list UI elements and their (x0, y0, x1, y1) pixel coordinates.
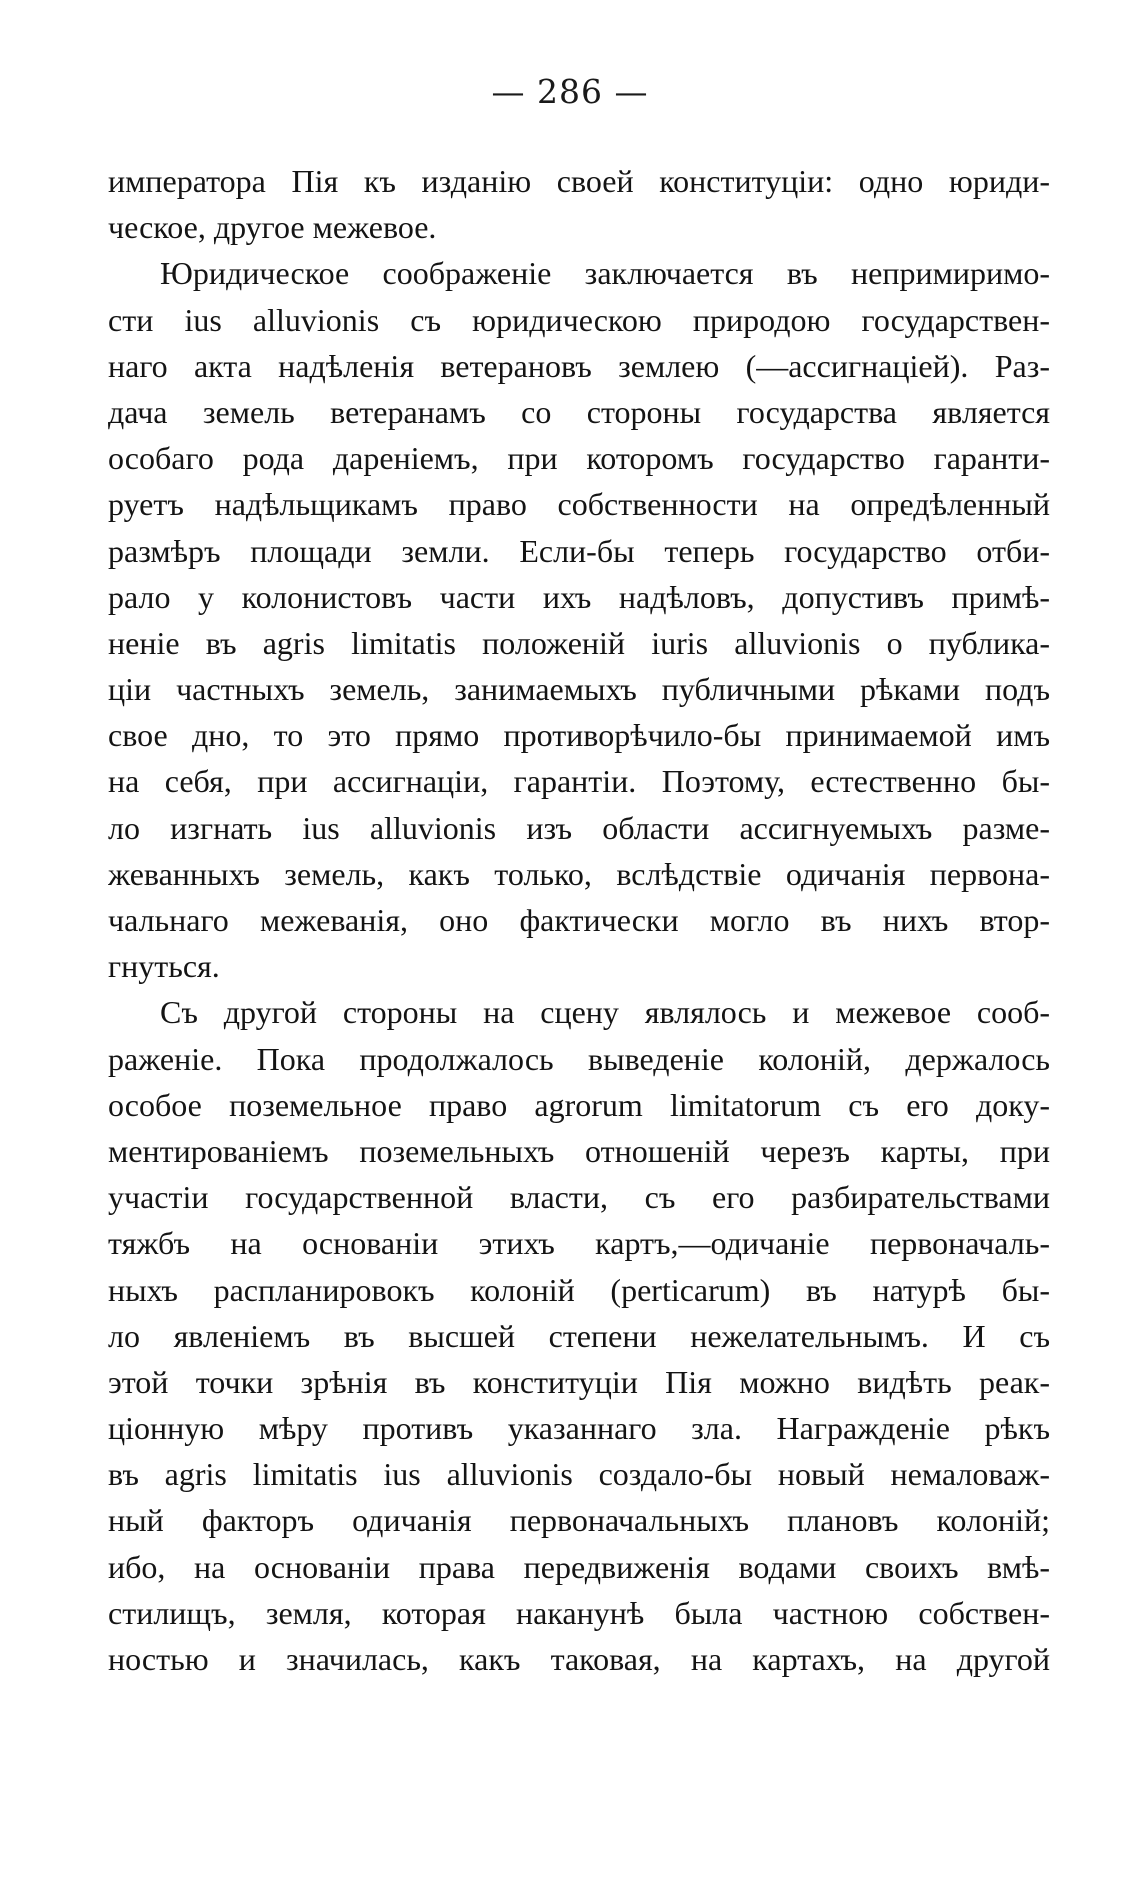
text-line: ментированіемъ поземельныхъ отношеній черезъ карты, при (108, 1132, 1050, 1169)
text-line: свое дно, то это прямо противорѣчило-бы принимаемой имъ (108, 717, 1050, 754)
text-line: тяжбъ на основаніи этихъ картъ,—одичаніе первоначаль- (108, 1225, 1050, 1262)
text-line: ибо, на основаніи права передвиженія водами своихъ вмѣ- (108, 1548, 1050, 1585)
text-line: этой точки зрѣнія въ конституціи Пія можно видѣть реак- (108, 1363, 1050, 1400)
text-line: ло изгнать ius alluvionis изъ области ассигнуемыхъ разме- (108, 809, 1050, 846)
text-line: ло явленіемъ въ высшей степени нежелательнымъ. И съ (108, 1317, 1050, 1354)
text-line: неніе въ agris limitatis положеній iuris alluvionis о публика- (108, 624, 1050, 661)
text-line: на себя, при ассигнаціи, гарантіи. Поэтому, естественно бы- (108, 763, 1050, 800)
text-line: жеванныхъ земель, какъ только, вслѣдствіе одичанія первона- (108, 855, 1050, 892)
text-line: дача земель ветеранамъ со стороны государства является (108, 393, 1050, 430)
text-line: сти ius alluvionis съ юридическою природою государствен- (108, 301, 1050, 338)
text-line: ческое, другое межевое. (108, 209, 437, 246)
text-line: ный факторъ одичанія первоначальныхъ плановъ колоній; (108, 1502, 1050, 1539)
text-line: Юридическое соображеніе заключается въ непримиримо- (160, 255, 1050, 292)
text-line: наго акта надѣленія ветерановъ землею (—ассигнаціей). Раз- (108, 347, 1050, 384)
text-line: особое поземельное право agrorum limitatorum съ его доку- (108, 1086, 1050, 1123)
text-line: ціонную мѣру противъ указаннаго зла. Награжденіе рѣкъ (108, 1410, 1050, 1447)
text-line: раженіе. Пока продолжалось выведеніе колоній, держалось (108, 1040, 1050, 1077)
text-line: императора Пія къ изданію своей конституціи: одно юриди- (108, 163, 1050, 199)
text-line: ностью и значилась, какъ таковая, на картахъ, на другой (108, 1641, 1050, 1677)
text-line: руетъ надѣльщикамъ право собственности на опредѣленный (108, 486, 1050, 523)
text-line: Съ другой стороны на сцену являлось и межевое сооб- (160, 994, 1050, 1031)
page-number: — 286 — (491, 72, 649, 111)
text-line: ціи частныхъ земель, занимаемыхъ публичными рѣками подъ (108, 671, 1050, 708)
text-line: ныхъ распланировокъ колоній (perticarum) въ натурѣ бы- (108, 1271, 1050, 1308)
text-line: въ agris limitatis ius alluvionis создало-бы новый немаловаж- (108, 1456, 1050, 1493)
text-line: размѣръ площади земли. Если-бы теперь государство отби- (108, 532, 1050, 569)
text-line: стилищъ, земля, которая наканунѣ была частною собствен- (108, 1594, 1050, 1631)
text-line: гнуться. (108, 948, 220, 985)
text-line: участіи государственной власти, съ его разбирательствами (108, 1179, 1050, 1216)
text-line: чальнаго межеванія, оно фактически могло въ нихъ втор- (108, 902, 1050, 938)
text-line: рало у колонистовъ части ихъ надѣловъ, допустивъ примѣ- (108, 578, 1050, 615)
text-line: особаго рода дареніемъ, при которомъ государство гаранти- (108, 440, 1050, 477)
body-text (108, 158, 1050, 1682)
